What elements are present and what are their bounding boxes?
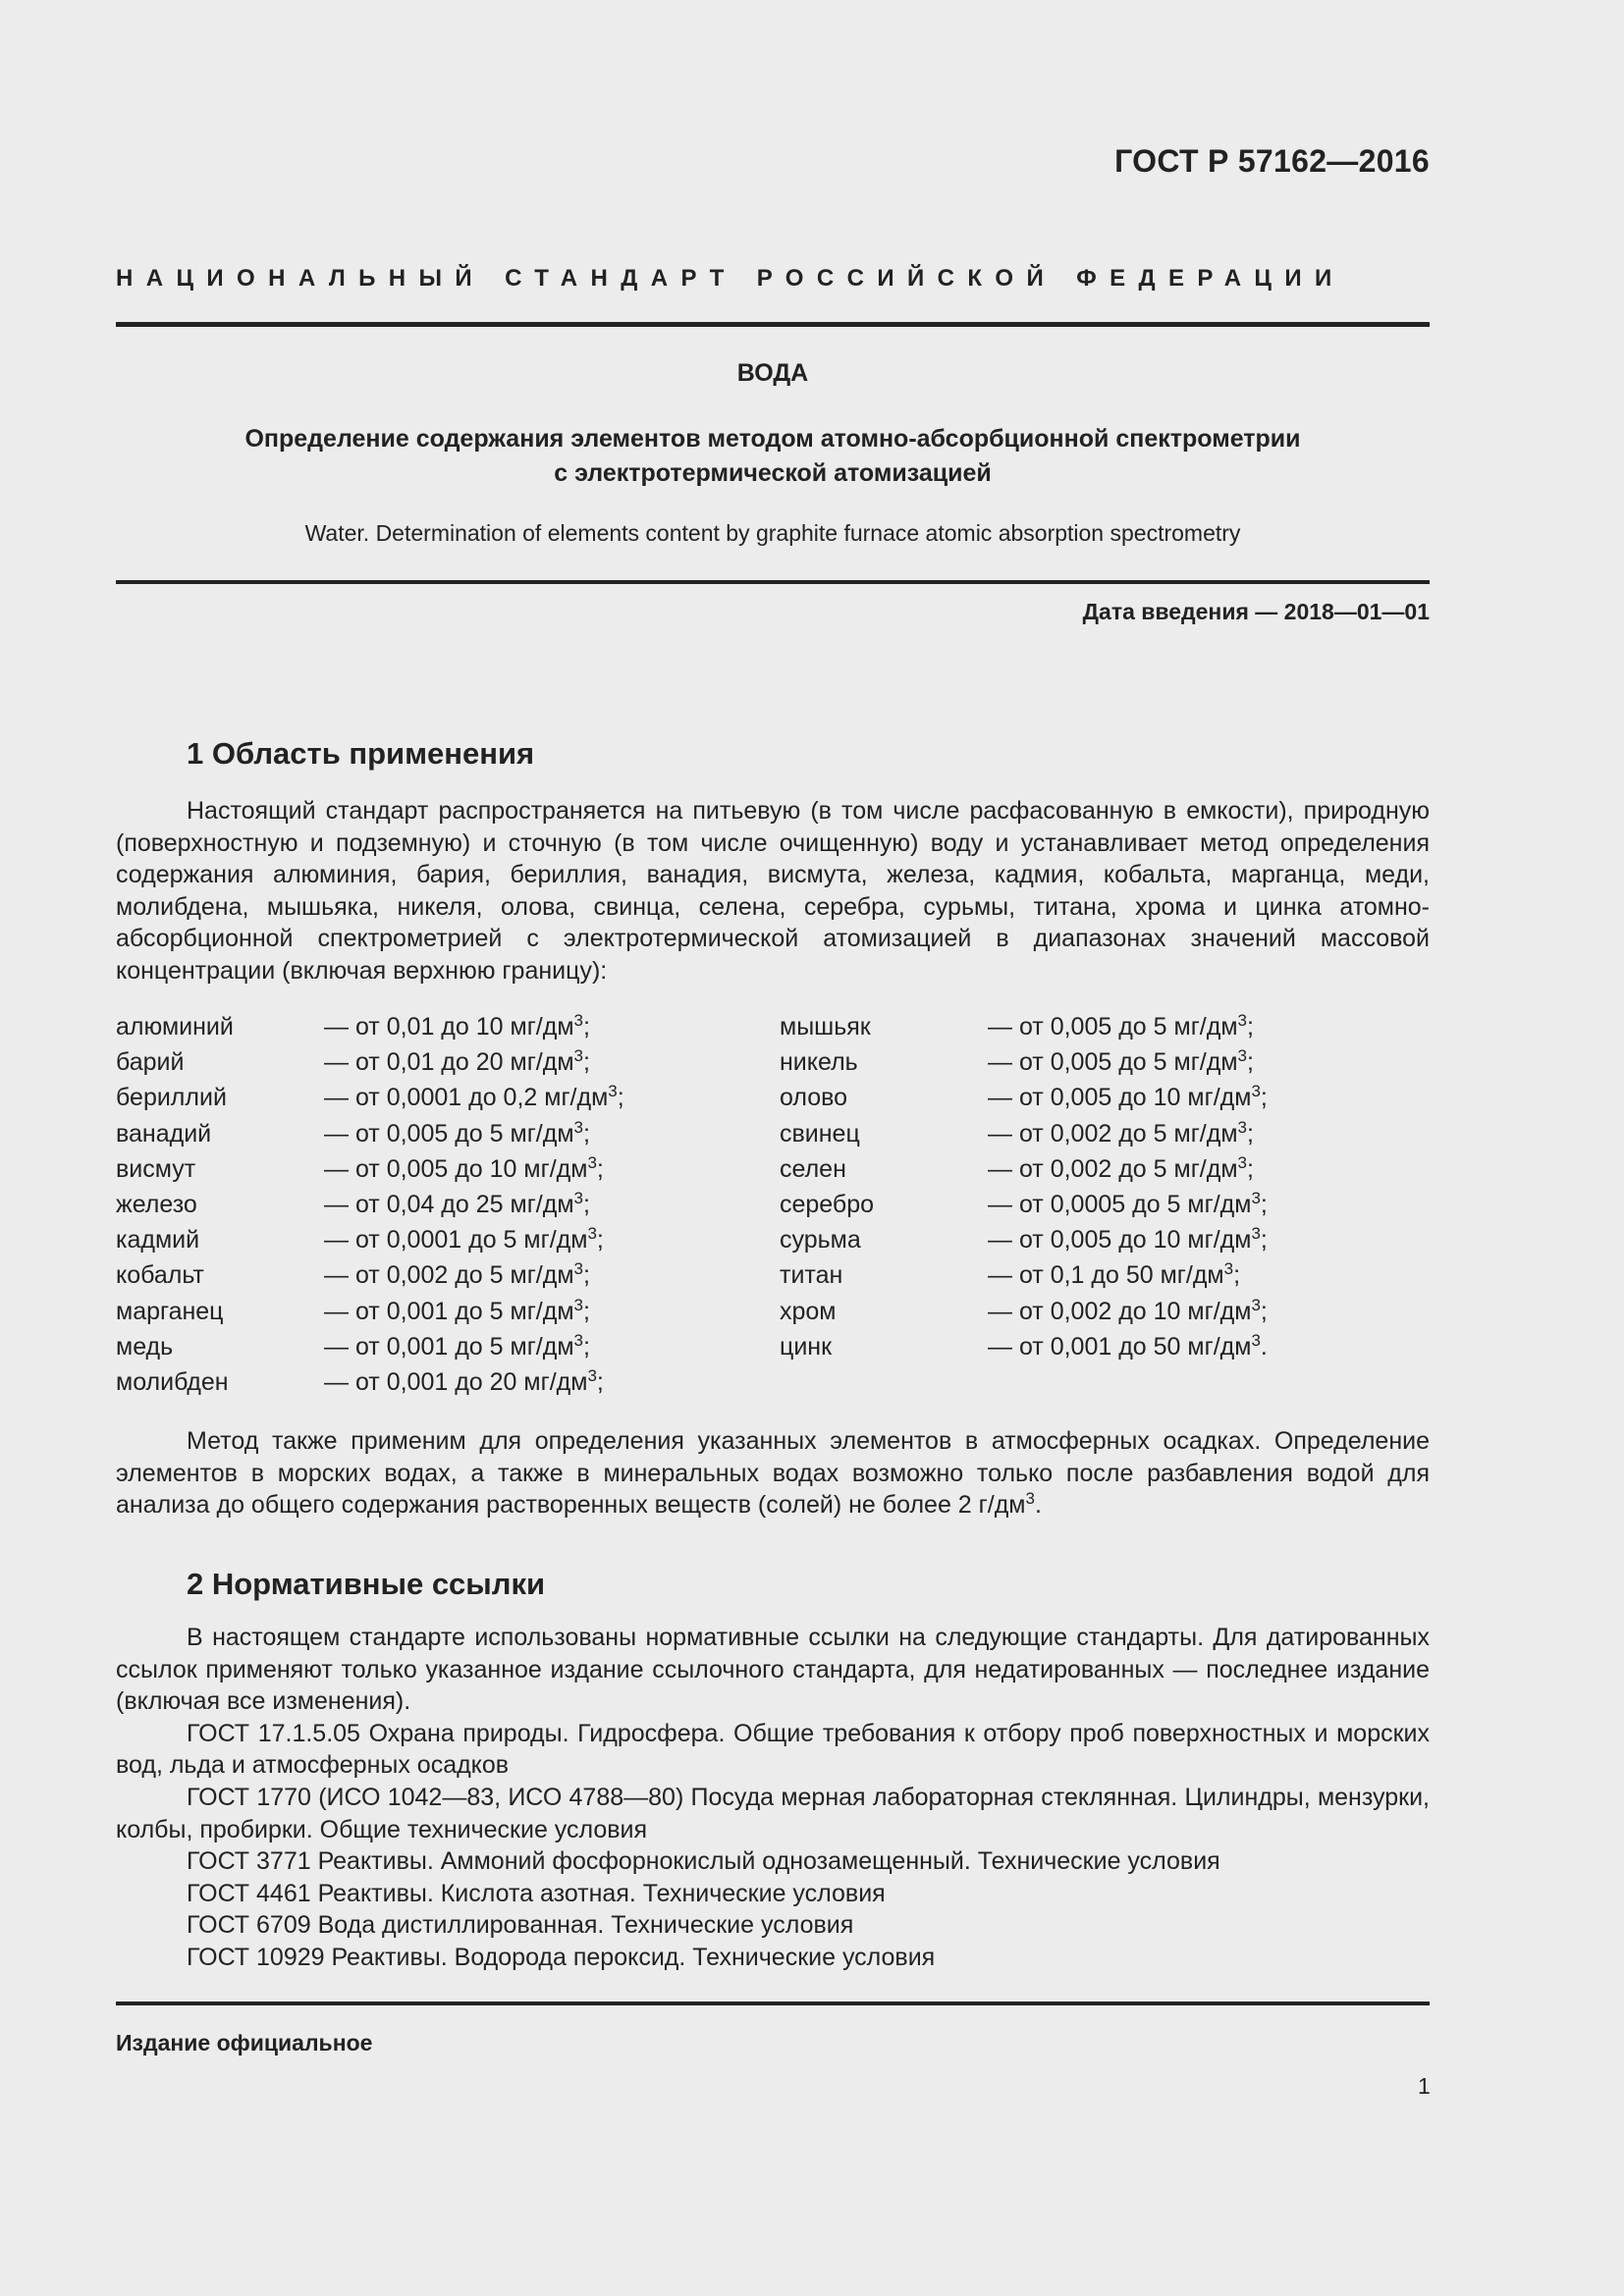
element-name: олово (780, 1084, 848, 1112)
element-name: кадмий (116, 1226, 200, 1255)
reference-item: ГОСТ 4461 Реактивы. Кислота азотная. Технические условия (187, 1879, 886, 1907)
element-name: сурьма (780, 1226, 861, 1255)
element-range: — от 0,002 до 5 $мг/дм^3$; (988, 1117, 1254, 1148)
element-name: кобальт (116, 1261, 204, 1290)
element-name: серебро (780, 1191, 875, 1218)
element-range: — от 0,002 до 10 $мг/дм^3$; (988, 1295, 1268, 1325)
national-standard-banner: НАЦИОНАЛЬНЫЙ СТАНДАРТ РОССИЙСКОЙ ФЕДЕРАЦИИ (116, 265, 1345, 292)
element-name: свинец (780, 1119, 860, 1148)
element-name: никель (780, 1048, 858, 1077)
element-name: хром (780, 1297, 837, 1325)
method-note-text: Метод также применим для определения указанных элементов в атмосферных осадках. Определение элементов в морских водах, а также в минеральных водах возможно только после разбавления водой для анализа до общего содержания растворенных веществ (солей) не более 2 $г/дм^3$. (116, 1427, 1430, 1520)
reference-item: ГОСТ 3771 Реактивы. Аммоний фосфорнокислый однозамещенный. Технические условия (187, 1847, 1220, 1876)
reference-item: ГОСТ 17.1.5.05 Охрана природы. Гидросфера. Общие требования к отбору проб поверхностных и морских вод, льда и атмосферных осадков (116, 1719, 1430, 1780)
element-name: барий (116, 1048, 185, 1077)
subtitle-line-1: Определение содержания элементов методом атомно-абсорбционной спектрометрии (244, 425, 1301, 453)
footer-divider (116, 2002, 1430, 2005)
document-subtitle (116, 422, 1430, 491)
element-range: — от 0,001 до 5 $мг/дм^3$; (324, 1295, 590, 1325)
introduction-date: Дата введения — 2018—01—01 (1082, 599, 1430, 624)
element-range: — от 0,0005 до 5 $мг/дм^3$; (988, 1189, 1268, 1218)
subtitle-line-2: с электротермической атомизацией (554, 459, 992, 487)
reference-item: ГОСТ 1770 (ИСО 1042—83, ИСО 4788—80) Посуда мерная лабораторная стеклянная. Цилиндры, мензурки, колбы, пробирки. Общие технические условия (116, 1783, 1430, 1843)
element-range: — от 0,01 до 10 $мг/дм^3$; (324, 1011, 590, 1041)
top-divider (116, 322, 1430, 327)
element-name: медь (116, 1332, 174, 1361)
section-2-body (116, 1622, 1430, 1974)
element-name: марганец (116, 1297, 224, 1325)
element-name: титан (780, 1261, 843, 1290)
element-range: — от 0,001 до 50 $мг/дм^3$. (988, 1330, 1268, 1361)
element-range: — от 0,04 до 25 $мг/дм^3$; (324, 1189, 590, 1218)
title-divider (116, 580, 1430, 584)
element-range: — от 0,005 до 10 $мг/дм^3$; (988, 1224, 1268, 1255)
element-range: — от 0,005 до 5 $мг/дм^3$; (988, 1011, 1254, 1041)
element-name: железо (116, 1191, 197, 1218)
element-range: — от 0,0001 до 5 $мг/дм^3$; (324, 1224, 604, 1255)
section-1-intro (116, 795, 1430, 988)
element-range: — от 0,002 до 5 $мг/дм^3$; (324, 1259, 590, 1290)
element-range: — от 0,001 до 20 $мг/дм^3$; (324, 1366, 604, 1396)
reference-item: ГОСТ 6709 Вода дистиллированная. Технические условия (187, 1911, 854, 1940)
section-2-heading: 2 Нормативные ссылки (187, 1567, 546, 1601)
references-intro: В настоящем стандарте использованы нормативные ссылки на следующие стандарты. Для датированных ссылок применяют только указанное издание ссылочного стандарта, для недатированных — последнее издание (включая все изменения). (116, 1624, 1430, 1716)
element-range: — от 0,002 до 5 $мг/дм^3$; (988, 1152, 1254, 1183)
page-number: 1 (1418, 2073, 1431, 2099)
element-name: висмут (116, 1154, 196, 1183)
element-range: — от 0,005 до 10 $мг/дм^3$; (324, 1152, 604, 1183)
english-title: Water. Determination of elements content by graphite furnace atomic absorption spectrometry (304, 520, 1241, 546)
element-name: селен (780, 1154, 846, 1183)
element-name: мышьяк (780, 1013, 871, 1041)
section-1-heading: 1 Область применения (187, 736, 535, 771)
element-range: — от 0,1 до 50 $мг/дм^3$; (988, 1259, 1241, 1290)
element-name: молибден (116, 1368, 229, 1396)
element-range: — от 0,001 до 5 $мг/дм^3$; (324, 1330, 590, 1361)
section-1-intro-text: Настоящий стандарт распространяется на питьевую (в том числе расфасованную в емкости), природную (поверхностную и подземную) и сточную (в том числе очищенную) воду и устанавливает метод определения содержания алюминия, бария, бериллия, ванадия, висмута, железа, кадмия, кобальта, марганца, меди, молибдена, мышьяка, никеля, олова, свинца, селена, серебра, сурьмы, титана, хрома и цинка атомно-абсорбционной спектрометрией с электротермической атомизацией в диапазонах значений массовой концентрации (включая верхнюю границу): (116, 797, 1430, 985)
reference-item: ГОСТ 10929 Реактивы. Водорода пероксид. Технические условия (187, 1943, 936, 1971)
official-edition-label: Издание официальное (116, 2030, 373, 2056)
element-range: — от 0,01 до 20 $мг/дм^3$; (324, 1046, 590, 1077)
method-note (116, 1425, 1430, 1522)
element-name: цинк (780, 1332, 833, 1361)
element-range: — от 0,0001 до 0,2 $мг/дм^3$; (324, 1082, 624, 1112)
element-name: ванадий (116, 1119, 212, 1148)
element-range: — от 0,005 до 5 $мг/дм^3$; (988, 1046, 1254, 1077)
element-name: алюминий (116, 1013, 234, 1041)
gost-code: ГОСТ Р 57162—2016 (1114, 143, 1430, 179)
element-name: бериллий (116, 1084, 227, 1112)
element-range: — от 0,005 до 10 $мг/дм^3$; (988, 1082, 1268, 1112)
element-range: — от 0,005 до 5 $мг/дм^3$; (324, 1117, 590, 1148)
document-title: ВОДА (736, 359, 809, 387)
